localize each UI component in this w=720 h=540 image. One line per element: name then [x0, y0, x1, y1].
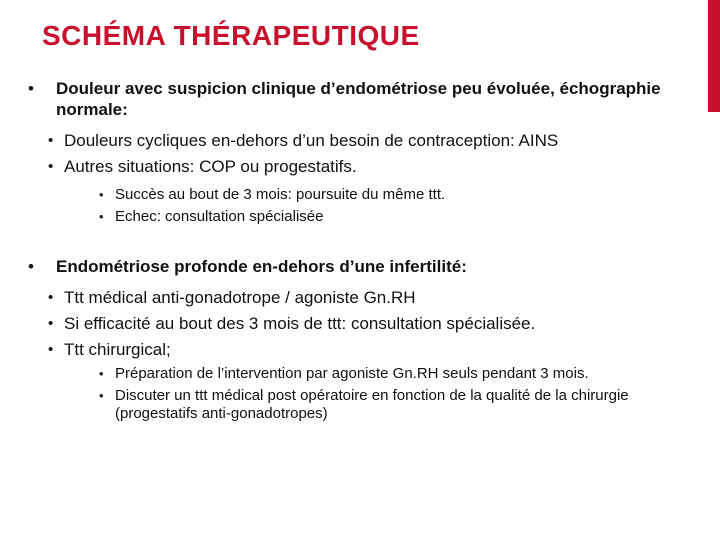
bullet-icon: •: [28, 79, 34, 98]
list-item-text: Ttt médical anti-gonadotrope / agoniste Gn.RH: [64, 288, 416, 307]
section-2-heading: [28, 256, 688, 277]
bullet-icon: •: [48, 158, 54, 175]
list-item-text: Douleurs cycliques en-dehors d’un besoin de contraception: AINS: [64, 131, 559, 150]
list-item: [48, 285, 688, 311]
bullet-icon: •: [99, 388, 104, 403]
sub-list-item: [99, 208, 688, 226]
list-item-text: Si efficacité au bout des 3 mois de ttt: consultation spécialisée.: [64, 314, 536, 333]
section-1-heading: [28, 78, 688, 120]
bullet-icon: •: [48, 315, 54, 332]
sub-list-item: [99, 365, 688, 383]
sub-list-item: [99, 387, 688, 423]
bullet-icon: •: [48, 132, 54, 149]
sub-list-item-text: Préparation de l’intervention par agoniste Gn.RH seuls pendant 3 mois.: [115, 365, 589, 382]
section-heading-text: Douleur avec suspicion clinique d’endométriose peu évoluée, échographie normale:: [56, 79, 661, 119]
list-item: [48, 337, 688, 363]
sub-list-item-text: Succès au bout de 3 mois: poursuite du même ttt.: [115, 186, 446, 203]
list-item: [48, 154, 688, 180]
sub-list-item-text: Discuter un ttt médical post opératoire en fonction de la qualité de la chirurgie (progestatifs anti-gonadotropes): [115, 387, 629, 422]
accent-bar: [708, 0, 720, 112]
slide-title: SCHÉMA THÉRAPEUTIQUE: [42, 20, 420, 51]
list-item-text: Autres situations: COP ou progestatifs.: [64, 157, 357, 176]
sub-list-item: [99, 186, 688, 204]
list-item: [48, 311, 688, 337]
bullet-icon: •: [99, 187, 104, 202]
list-item: [48, 128, 688, 154]
slide-content: [28, 78, 688, 427]
sub-list-item-text: Echec: consultation spécialisée: [115, 208, 324, 225]
bullet-icon: •: [28, 257, 34, 276]
bullet-icon: •: [99, 366, 104, 381]
bullet-icon: •: [99, 209, 104, 224]
bullet-icon: •: [48, 289, 54, 306]
bullet-icon: •: [48, 341, 54, 358]
section-heading-text: Endométriose profonde en-dehors d’une infertilité:: [56, 257, 467, 276]
list-item-text: Ttt chirurgical;: [64, 340, 171, 359]
